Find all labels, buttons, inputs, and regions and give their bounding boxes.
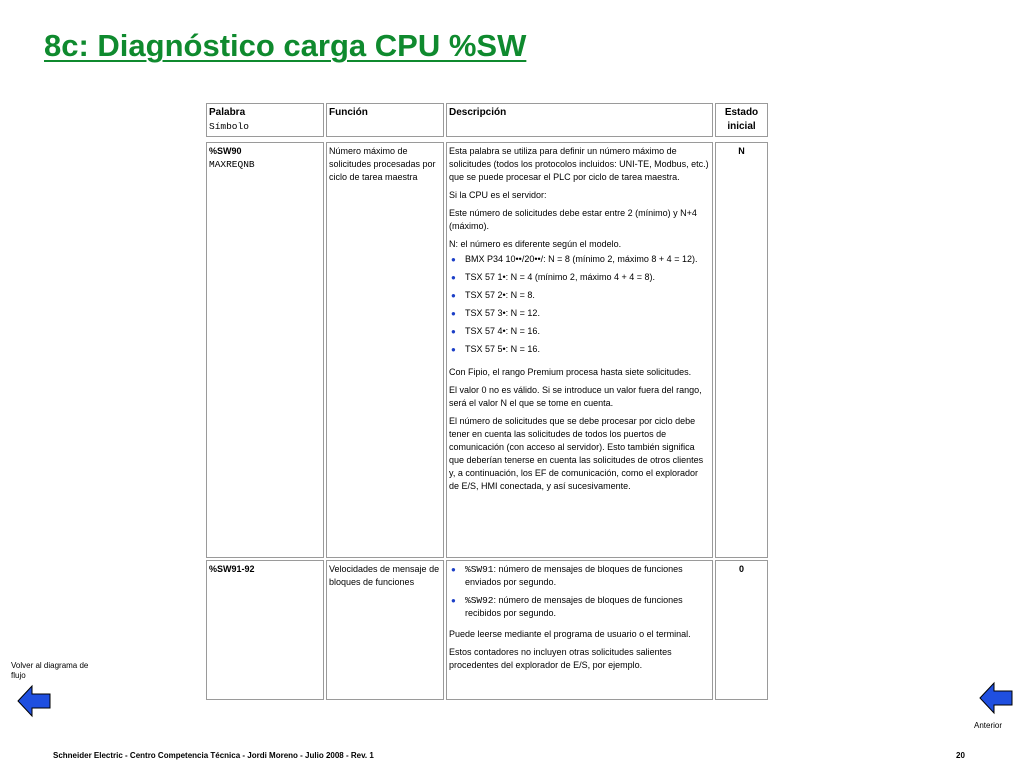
header-funcion: Función: [326, 103, 444, 137]
list-item: ● BMX P34 10••/20••/: N = 8 (mínimo 2, máximo 8 + 4 = 12).: [449, 253, 710, 266]
desc-paragraph: Esta palabra se utiliza para definir un número máximo de solicitudes (todos los protocolos incluidos: UNI-TE, Modbus, etc.) que se puede procesar el PLC por ciclo de tarea maestra.: [449, 146, 709, 182]
counter-list: [449, 563, 710, 620]
footer-text: Schneider Electric - Centro Competencia Técnica - Jordi Moreno - Julio 2008 - Rev. 1: [53, 751, 374, 760]
list-item: ● TSX 57 3•: N = 12.: [449, 307, 710, 320]
code-sw91: %SW91: [465, 564, 494, 575]
word-symbol: MAXREQNB: [209, 159, 255, 170]
list-item-text: : número de mensajes de bloques de funciones recibidos por segundo.: [465, 595, 683, 618]
cell-descripcion: [446, 142, 713, 558]
previous-slide-button[interactable]: [978, 680, 1014, 716]
cell-estado: N: [715, 142, 768, 558]
word-id: %SW90: [209, 146, 242, 156]
page-title: 8c: Diagnóstico carga CPU %SW: [44, 28, 527, 63]
desc-paragraph: N: el número es diferente según el modelo.: [449, 239, 622, 249]
list-item: [449, 594, 710, 620]
model-list: [449, 253, 710, 356]
cell-estado: 0: [715, 560, 768, 700]
table-row: [206, 142, 768, 558]
list-item: [449, 563, 710, 589]
list-item: ● TSX 57 2•: N = 8.: [449, 289, 710, 302]
table-header-row: [206, 103, 768, 137]
header-descripcion: Descripción: [446, 103, 713, 137]
cell-palabra: %SW91-92: [206, 560, 324, 700]
desc-paragraph: Este número de solicitudes debe estar entre 2 (mínimo) y N+4 (máximo).: [449, 208, 697, 231]
list-item: ● TSX 57 5•: N = 16.: [449, 343, 710, 356]
list-item: ● TSX 57 4•: N = 16.: [449, 325, 710, 338]
system-word-table: [204, 101, 770, 715]
desc-paragraph: Estos contadores no incluyen otras solicitudes salientes procedentes del explorador de E/S, por ejemplo.: [449, 647, 672, 670]
desc-paragraph: El valor 0 no es válido. Si se introduce un valor fuera del rango, será el valor N el que se tome en cuenta.: [449, 385, 702, 408]
header-estado: Estado inicial: [715, 103, 768, 137]
table-row: [206, 560, 768, 700]
desc-paragraph: El número de solicitudes que se debe procesar por ciclo debe tener en cuenta las solicitudes de todos los puertos de comunicación (con acceso al servidor). Esto también significa que deberían tenerse en cuenta las solicitudes de otros clientes y, a continuación, los EF de comunicación, como el explorador de E/S, HMI conectada, y así sucesivamente.: [449, 416, 704, 491]
cell-descripcion: [446, 560, 713, 700]
cell-funcion: Número máximo de solicitudes procesadas por ciclo de tarea maestra: [326, 142, 444, 558]
previous-slide-label[interactable]: Anterior: [974, 721, 1003, 730]
header-simbolo-label: Símbolo: [209, 121, 249, 132]
desc-paragraph: Con Fipio, el rango Premium procesa hasta siete solicitudes.: [449, 367, 692, 377]
page-number: 20: [956, 751, 965, 760]
cell-funcion: Velocidades de mensaje de bloques de funciones: [326, 560, 444, 700]
back-to-flowchart-button[interactable]: [16, 683, 52, 719]
desc-paragraph: Si la CPU es el servidor:: [449, 190, 547, 200]
left-arrow-icon: [978, 680, 1014, 716]
back-to-flowchart-label[interactable]: Volver al diagrama de flujo: [11, 661, 89, 680]
left-arrow-icon: [16, 683, 52, 719]
header-palabra: [206, 103, 324, 137]
code-sw92: %SW92: [465, 595, 494, 606]
list-item: ● TSX 57 1•: N = 4 (mínimo 2, máximo 4 + 4 = 8).: [449, 271, 710, 284]
desc-paragraph: Puede leerse mediante el programa de usuario o el terminal.: [449, 629, 691, 639]
header-palabra-label: Palabra: [209, 107, 246, 118]
list-item-text: : número de mensajes de bloques de funciones enviados por segundo.: [465, 564, 683, 587]
cell-palabra: [206, 142, 324, 558]
